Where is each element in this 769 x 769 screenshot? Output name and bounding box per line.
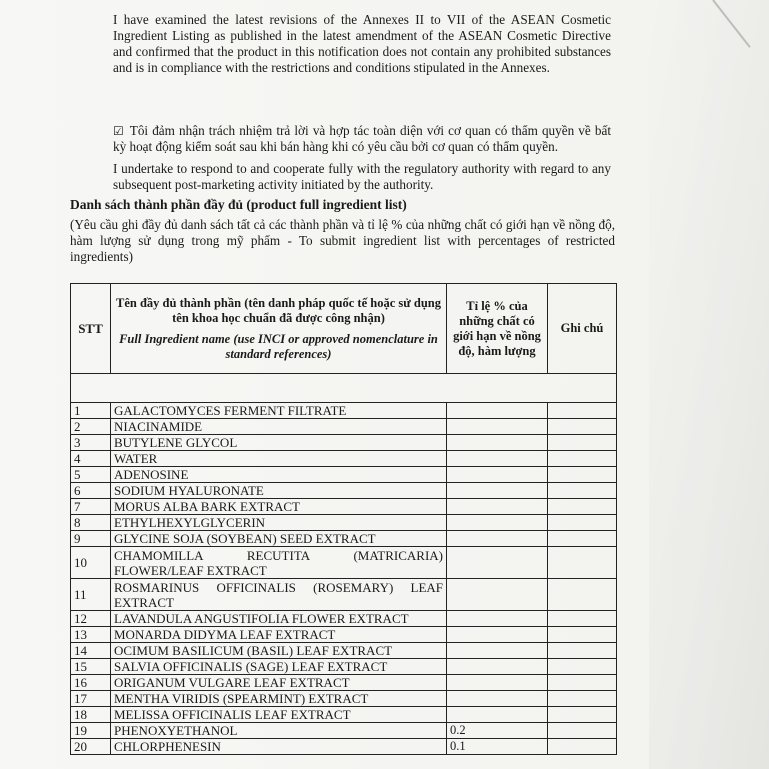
table-row — [71, 627, 617, 643]
row-stt: 10 — [71, 547, 111, 579]
header-name-en: Full Ingredient name (use INCI or approved nomenclature in standard references) — [119, 331, 438, 361]
row-note — [548, 403, 617, 419]
row-stt: 13 — [71, 627, 111, 643]
row-note — [548, 675, 617, 691]
row-stt: 12 — [71, 611, 111, 627]
page-fold-shadow — [649, 0, 769, 769]
row-note — [548, 627, 617, 643]
row-ingredient-name: LAVANDULA ANGUSTIFOLIA FLOWER EXTRACT — [111, 611, 447, 627]
row-percent — [447, 547, 548, 579]
table-row — [71, 435, 617, 451]
row-stt: 18 — [71, 707, 111, 723]
commitment-paragraph-en: I undertake to respond to and cooperate fully with the regulatory authority with regard to any subsequent post-marketing activity initiated by the authority. — [113, 161, 611, 192]
header-name-vi: Tên đầy đủ thành phần (tên danh pháp quốc tế hoặc sử dụng tên khoa học chuẩn đã được công nhận) — [116, 295, 441, 325]
ingredient-request-note: (Yêu cầu ghi đầy đủ danh sách tất cả các thành phần và tỉ lệ % của những chất có giới hạn về nồng độ, hàm lượng sử dụng trong mỹ phẩm - To submit ingredient list with percentages of restricted ingredients) — [70, 217, 615, 264]
row-percent — [447, 451, 548, 467]
row-ingredient-name: ETHYLHEXYLGLYCERIN — [111, 515, 447, 531]
row-stt: 1 — [71, 403, 111, 419]
row-stt: 5 — [71, 467, 111, 483]
row-note — [548, 659, 617, 675]
row-stt: 15 — [71, 659, 111, 675]
table-row — [71, 419, 617, 435]
row-percent — [447, 419, 548, 435]
table-row — [71, 547, 617, 579]
paper-edge — [712, 0, 751, 48]
checkbox-checked-icon: ☑ — [113, 124, 124, 138]
row-percent — [447, 643, 548, 659]
row-note — [548, 483, 617, 499]
table-row — [71, 451, 617, 467]
row-percent — [447, 531, 548, 547]
table-row — [71, 675, 617, 691]
commitment-paragraph-vi — [113, 123, 611, 155]
row-percent: 0.2 — [447, 723, 548, 739]
row-percent — [447, 403, 548, 419]
table-row — [71, 691, 617, 707]
row-ingredient-name: CHLORPHENESIN — [111, 739, 447, 755]
row-percent — [447, 691, 548, 707]
row-stt: 3 — [71, 435, 111, 451]
row-ingredient-name: MONARDA DIDYMA LEAF EXTRACT — [111, 627, 447, 643]
row-note — [548, 435, 617, 451]
header-stt: STT — [71, 284, 111, 374]
row-stt: 7 — [71, 499, 111, 515]
row-ingredient-name: CHAMOMILLA RECUTITA (MATRICARIA) FLOWER/LEAF EXTRACT — [111, 547, 447, 579]
row-ingredient-name: GALACTOMYCES FERMENT FILTRATE — [111, 403, 447, 419]
row-note — [548, 419, 617, 435]
table-row — [71, 579, 617, 611]
row-ingredient-name: MENTHA VIRIDIS (SPEARMINT) EXTRACT — [111, 691, 447, 707]
row-percent — [447, 707, 548, 723]
row-percent — [447, 515, 548, 531]
row-ingredient-name: WATER — [111, 451, 447, 467]
row-stt: 11 — [71, 579, 111, 611]
row-percent: 0.1 — [447, 739, 548, 755]
row-stt: 2 — [71, 419, 111, 435]
row-note — [548, 739, 617, 755]
row-stt: 9 — [71, 531, 111, 547]
row-note — [548, 499, 617, 515]
row-percent — [447, 611, 548, 627]
row-note — [548, 611, 617, 627]
row-ingredient-name: ORIGANUM VULGARE LEAF EXTRACT — [111, 675, 447, 691]
row-note — [548, 531, 617, 547]
table-row — [71, 531, 617, 547]
row-ingredient-name: SODIUM HYALURONATE — [111, 483, 447, 499]
row-ingredient-name: PHENOXYETHANOL — [111, 723, 447, 739]
row-ingredient-name: OCIMUM BASILICUM (BASIL) LEAF EXTRACT — [111, 643, 447, 659]
row-ingredient-name: GLYCINE SOJA (SOYBEAN) SEED EXTRACT — [111, 531, 447, 547]
table-row — [71, 403, 617, 419]
table-row — [71, 467, 617, 483]
row-note — [548, 579, 617, 611]
row-note — [548, 707, 617, 723]
row-stt: 17 — [71, 691, 111, 707]
row-percent — [447, 499, 548, 515]
row-percent — [447, 483, 548, 499]
row-percent — [447, 659, 548, 675]
ingredient-list-heading: Danh sách thành phần đầy đủ (product full ingredient list) — [70, 197, 407, 212]
row-stt: 8 — [71, 515, 111, 531]
row-note — [548, 451, 617, 467]
asean-compliance-paragraph: I have examined the latest revisions of the Annexes II to VII of the ASEAN Cosmetic Ingredient Listing as published in the latest amendment of the ASEAN Cosmetic Directive and confirmed that the product in this notification does not contain any prohibited substances and is in compliance with the restrictions and conditions stipulated in the Annexes. — [113, 12, 611, 75]
table-row — [71, 643, 617, 659]
row-stt: 16 — [71, 675, 111, 691]
row-ingredient-name: NIACINAMIDE — [111, 419, 447, 435]
ingredient-table — [70, 283, 617, 755]
table-row — [71, 723, 617, 739]
table-row — [71, 659, 617, 675]
row-note — [548, 723, 617, 739]
table-row — [71, 739, 617, 755]
row-stt: 20 — [71, 739, 111, 755]
row-percent — [447, 579, 548, 611]
row-ingredient-name: SALVIA OFFICINALIS (SAGE) LEAF EXTRACT — [111, 659, 447, 675]
row-note — [548, 547, 617, 579]
row-note — [548, 467, 617, 483]
row-ingredient-name: MELISSA OFFICINALIS LEAF EXTRACT — [111, 707, 447, 723]
commitment-text-vi: Tôi đảm nhận trách nhiệm trả lời và hợp tác toàn diện với cơ quan có thẩm quyền về bất kỳ hoạt động kiểm soát sau khi bán hàng khi có yêu cầu bởi cơ quan có thẩm quyền. — [113, 123, 611, 154]
row-ingredient-name: ROSMARINUS OFFICINALIS (ROSEMARY) LEAF EXTRACT — [111, 579, 447, 611]
table-row — [71, 515, 617, 531]
header-ingredient-name — [111, 284, 447, 374]
row-ingredient-name: MORUS ALBA BARK EXTRACT — [111, 499, 447, 515]
row-stt: 14 — [71, 643, 111, 659]
table-spacer-row — [71, 374, 617, 403]
row-note — [548, 515, 617, 531]
row-ingredient-name: BUTYLENE GLYCOL — [111, 435, 447, 451]
row-percent — [447, 627, 548, 643]
row-ingredient-name: ADENOSINE — [111, 467, 447, 483]
row-stt: 6 — [71, 483, 111, 499]
table-row — [71, 611, 617, 627]
row-percent — [447, 467, 548, 483]
row-percent — [447, 675, 548, 691]
table-header-row — [71, 284, 617, 374]
row-percent — [447, 435, 548, 451]
table-row — [71, 707, 617, 723]
row-note — [548, 691, 617, 707]
header-percent: Tỉ lệ % của những chất có giới hạn về nồng độ, hàm lượng — [447, 284, 548, 374]
row-note — [548, 643, 617, 659]
table-row — [71, 483, 617, 499]
table-row — [71, 499, 617, 515]
header-note: Ghi chú — [548, 284, 617, 374]
row-stt: 19 — [71, 723, 111, 739]
row-stt: 4 — [71, 451, 111, 467]
